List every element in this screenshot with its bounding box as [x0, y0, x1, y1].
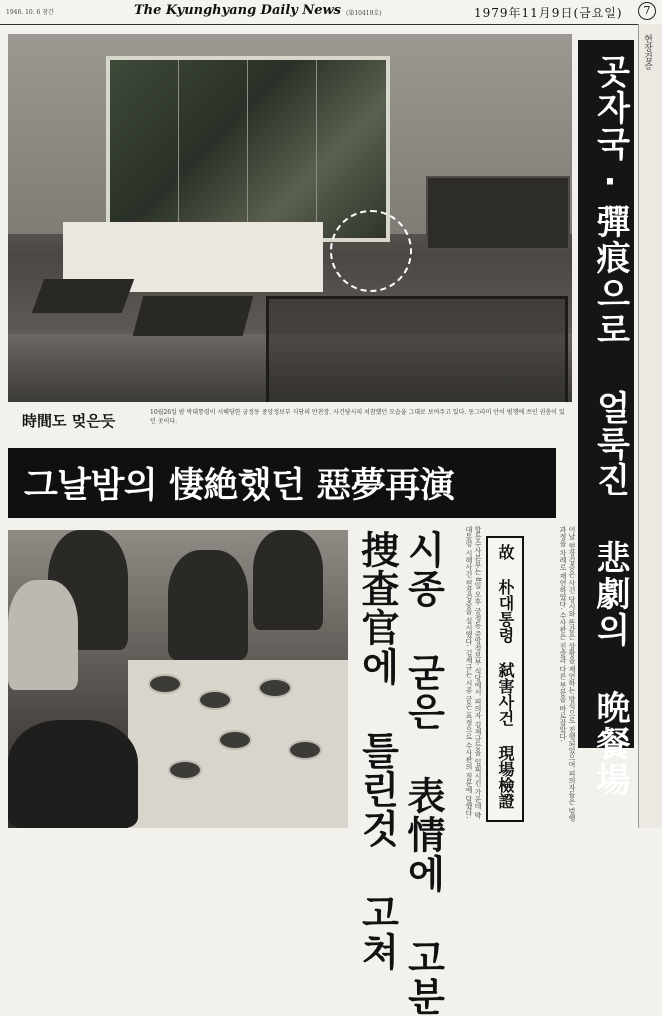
registration-text: 1946. 10. 6 창간 [6, 9, 54, 16]
vertical-subheadline-2: 시종 굳은 表情에 고분 [401, 530, 445, 1016]
screen-panel-divider [316, 60, 317, 238]
seated-suspect [168, 550, 248, 660]
issue-date: 1979年11月9日(금요일) [474, 6, 623, 20]
article-body-column: 이날 현장검증은 사건 당시와 똑같은 상황을 재연하는 방식으로 진행되었으며 피의자들은 범행 과정을 차례로 재연하였다. 수사관은 진술과 다른 부분을 바로잡았다. [559, 526, 576, 822]
subhead: 故 朴대통령 弑害사건 現場檢證 [496, 544, 515, 809]
screen-panel-divider [247, 60, 248, 238]
photo-caption: 10월26일 밤 박대통령이 시해당한 궁정동 중앙정보부 식당의 만찬장. 사건당시의 처참했던 모습을 그대로 보여주고 있다. 동그라미 안이 범행에 쓰인 권총이 있던 곳이다. [150, 409, 565, 425]
dish [288, 740, 322, 760]
folding-screen [106, 56, 390, 242]
article-body-column: 합동수사본부는 8일 오후 궁정동 중앙정보부 식당에서 피의자 김재규등을 입회시킨 가운데 박대통령 시해사건 현장검증을 실시했다. 김재규는 시종 굳은 표정으로 수사관의 질문에 답했다. [465, 526, 482, 819]
dish [258, 678, 292, 698]
dish [148, 674, 182, 694]
reenactment-photo [8, 530, 348, 828]
standing-investigator [253, 530, 323, 630]
adjacent-column-strip [638, 24, 662, 828]
doorway-frame [266, 296, 568, 402]
dish [218, 730, 252, 750]
vertical-headline-box [578, 40, 634, 798]
floor-cushion [32, 279, 134, 313]
foreground-figure [8, 720, 138, 828]
reenactment-table [128, 660, 348, 828]
dish [198, 690, 232, 710]
dish [168, 760, 202, 780]
subhead-box [486, 536, 524, 822]
masthead [0, 0, 662, 25]
evidence-circle-marker [330, 210, 412, 292]
vertical-headline: 곳자국·彈痕으로 얼룩진 悲劇의 晩餐場 [590, 54, 630, 798]
newspaper-title: The Kyunghyang Daily News [134, 3, 341, 18]
photo-kicker: 時間도 멎은듯 [22, 412, 116, 430]
vertical-subheadline-1: 捜査官에 틀린것 고쳐 [355, 530, 399, 971]
adjacent-column-text: 현장검증 [642, 34, 652, 70]
floor-cushion [133, 296, 254, 336]
edition-number: (第10419호) [346, 10, 382, 17]
dining-room-photo [8, 34, 572, 402]
seated-man-left [8, 580, 78, 690]
cabinet [426, 176, 570, 250]
main-headline: 그날밤의 悽絶했던 惡夢再演 [24, 466, 455, 506]
headline-band [8, 448, 556, 518]
screen-panel-divider [178, 60, 179, 238]
page-number: 7 [638, 2, 656, 20]
